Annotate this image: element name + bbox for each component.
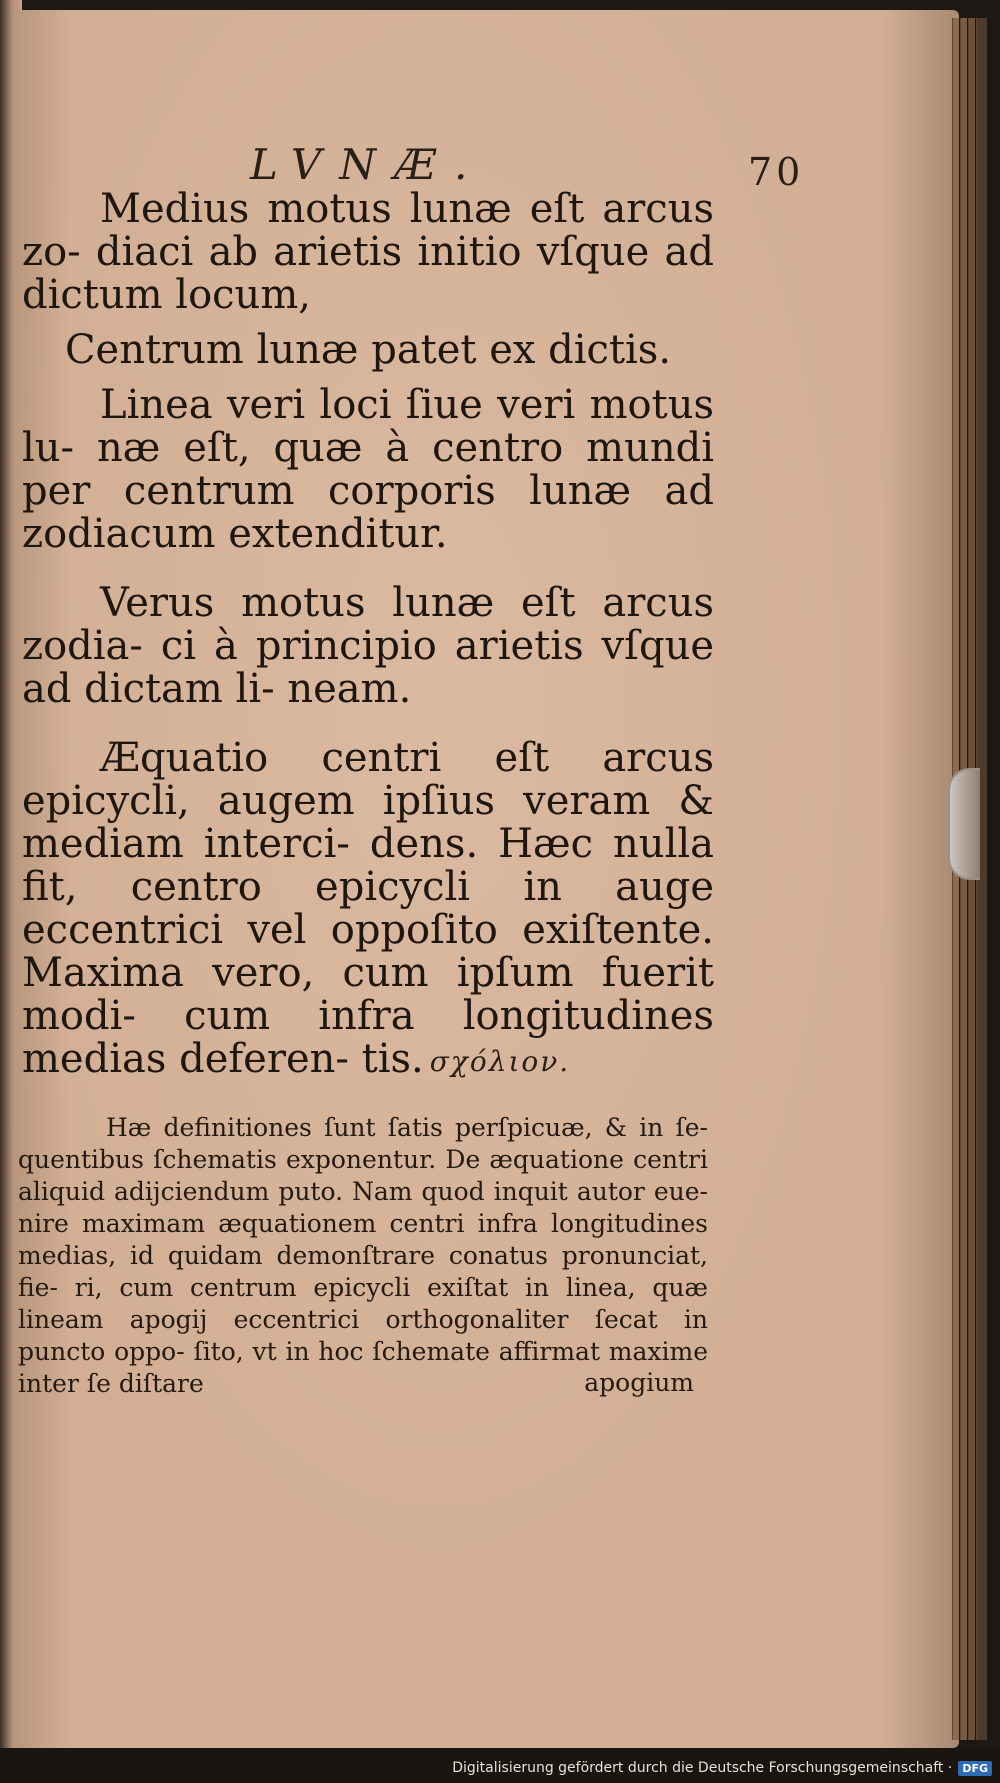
- scholia-text: Hæ definitiones ſunt ſatis perſpicuæ, & in ſe- quentibus ſchematis exponentur. De æquatione centri aliquid adijciendum puto. Nam quod inquit autor eue- nire maximam æquationem centri infra longitudines medias, id quidam demonſtrare conatus pronunciat, fie- ri, cum centrum epicycli exiſtat in linea, quæ lineam apogij eccentrici orthogonaliter ſecat in puncto oppo- ſito, vt in hoc ſchemate affirmat maxime inter ſe diſtare: [18, 1113, 708, 1398]
- page-tab-marker: [948, 768, 980, 880]
- running-head: LVNÆ.: [250, 140, 486, 189]
- definition-linea-veri-loci: Linea veri loci ſiue veri motus lu- næ eſt, quæ à centro mundi per centrum corporis lunæ ad zodiacum extenditur.: [22, 382, 714, 557]
- page-fore-edge: [952, 18, 959, 1740]
- catchword: apogium: [584, 1368, 694, 1397]
- page-number: 70: [748, 150, 805, 194]
- definition-medius-motus: Medius motus lunæ eſt arcus zo- diaci ab arietis initio vſque ad dictum locum,: [22, 186, 714, 318]
- digitization-credit: [0, 1760, 1000, 1776]
- definition-verus-motus: Verus motus lunæ eſt arcus zodia- ci à principio arietis vſque ad dictam li- neam.: [22, 580, 714, 712]
- dfg-logo: DFG: [958, 1761, 992, 1776]
- scholia-heading: σχόλιον.: [429, 1045, 571, 1078]
- main-text: [22, 188, 714, 1081]
- definition-centrum: Centrum lunæ patet ex dictis.: [64, 327, 672, 373]
- credit-text: Digitalisierung gefördert durch die Deutsche Forschungsgemeinschaft ·: [452, 1760, 953, 1776]
- definition-aequatio-centri: Æquatio centri eſt arcus epicycli, augem ipſius veram & mediam interci- dens. Hæc nulla fit, centro epicycli in auge eccentrici vel oppoſito exiſtente. Maxima vero, cum ipſum fuerit modi- cum infra longitudines medias deferen- tis.: [22, 735, 714, 1082]
